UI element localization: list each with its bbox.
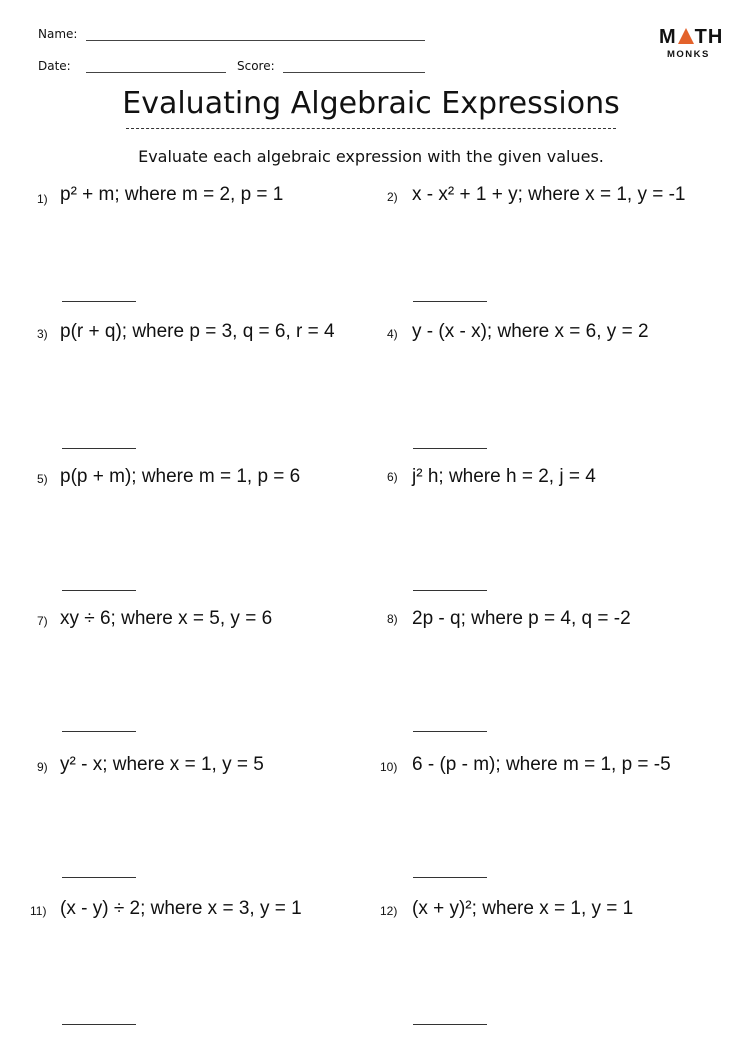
answer-line[interactable] [62, 1024, 136, 1025]
problem-number: 2) [387, 190, 398, 204]
problem-number: 5) [37, 472, 48, 486]
answer-line[interactable] [62, 448, 136, 449]
problem-expression: y² - x; where x = 1, y = 5 [60, 754, 264, 775]
answer-line[interactable] [413, 301, 487, 302]
problem-expression: 6 - (p - m); where m = 1, p = -5 [412, 754, 671, 775]
answer-line[interactable] [413, 1024, 487, 1025]
name-field[interactable] [86, 40, 425, 41]
problem-expression: (x + y)²; where x = 1, y = 1 [412, 898, 634, 919]
problem-number: 6) [387, 470, 398, 484]
problem-expression: x - x² + 1 + y; where x = 1, y = -1 [412, 184, 686, 205]
instructions: Evaluate each algebraic expression with the given values. [138, 147, 604, 166]
problem-number: 11) [30, 904, 47, 918]
page-title: Evaluating Algebraic Expressions [122, 86, 620, 121]
problem-number: 3) [37, 327, 48, 341]
problem-number: 8) [387, 612, 398, 626]
score-field[interactable] [283, 72, 425, 73]
answer-line[interactable] [62, 590, 136, 591]
answer-line[interactable] [413, 731, 487, 732]
math-monks-logo [659, 26, 723, 49]
problem-expression: j² h; where h = 2, j = 4 [412, 466, 596, 487]
answer-line[interactable] [413, 590, 487, 591]
answer-line[interactable] [413, 877, 487, 878]
date-field[interactable] [86, 72, 226, 73]
date-label: Date: [38, 59, 71, 73]
problem-expression: p(r + q); where p = 3, q = 6, r = 4 [60, 321, 335, 342]
logo-subtext: MONKS [667, 49, 710, 60]
problem-number: 10) [380, 760, 398, 774]
score-label: Score: [237, 59, 275, 73]
problem-expression: xy ÷ 6; where x = 5, y = 6 [60, 608, 273, 629]
problem-expression: p² + m; where m = 2, p = 1 [60, 184, 284, 205]
problem-expression: y - (x - x); where x = 6, y = 2 [412, 321, 649, 342]
name-label: Name: [38, 27, 78, 41]
problem-number: 9) [37, 760, 48, 774]
answer-line[interactable] [62, 301, 136, 302]
problem-number: 4) [387, 327, 398, 341]
title-divider [126, 128, 616, 129]
logo-text-th: TH [694, 26, 724, 48]
problem-expression: p(p + m); where m = 1, p = 6 [60, 466, 301, 487]
problem-number: 12) [380, 904, 398, 918]
answer-line[interactable] [413, 448, 487, 449]
answer-line[interactable] [62, 731, 136, 732]
logo-triangle-icon [678, 28, 694, 44]
logo-text-m: M [659, 26, 677, 48]
problem-expression: 2p - q; where p = 4, q = -2 [412, 608, 631, 629]
answer-line[interactable] [62, 877, 136, 878]
problem-number: 7) [37, 614, 48, 628]
problem-number: 1) [37, 192, 48, 206]
problem-expression: (x - y) ÷ 2; where x = 3, y = 1 [60, 898, 302, 919]
